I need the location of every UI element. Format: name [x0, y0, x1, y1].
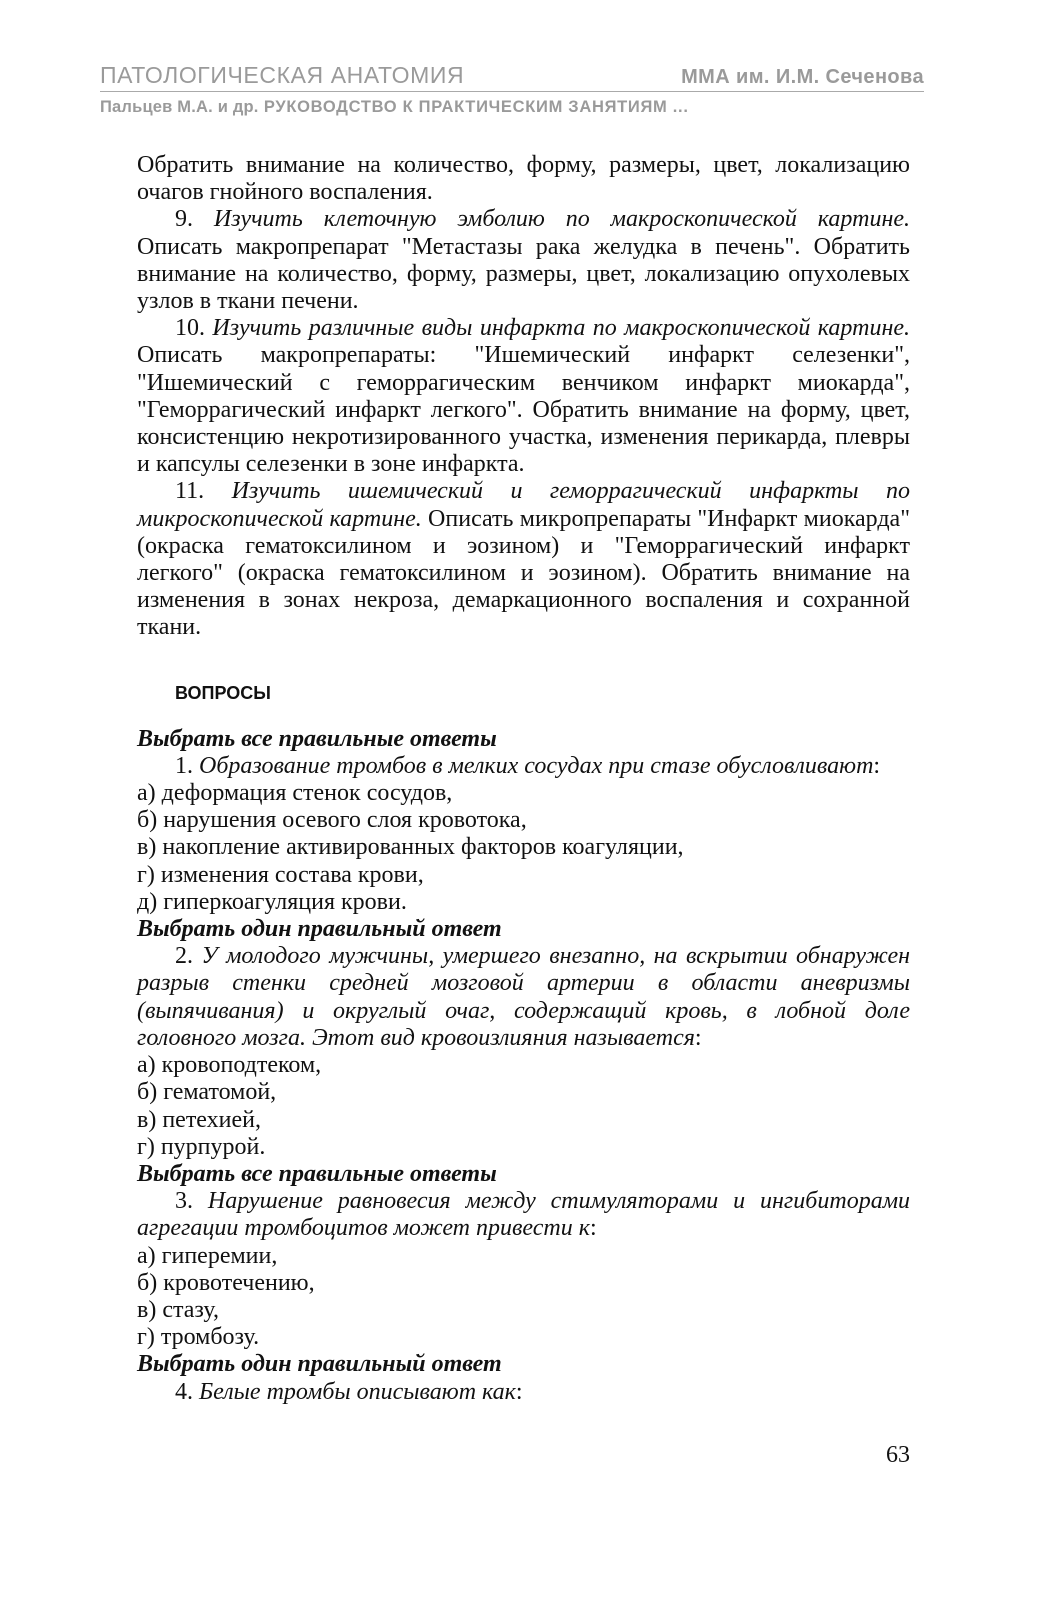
page-content — [137, 152, 910, 1406]
question-colon: : — [694, 1024, 702, 1051]
item-text: Описать микропрепараты "Инфаркт миокарда" (окраска гематоксилином и эозином) и "Геморрагический инфаркт легкого" (окраска гематоксилином и эозином). Обратить внимание на изменения в зонах некроза, демаркационного воспаления и сохранной ткани. — [137, 505, 910, 641]
item-number: 10. — [175, 315, 205, 342]
answer-option: б) нарушения осевого слоя кровотока, — [137, 807, 527, 834]
header-authors: Пальцев М.А. и др. — [100, 98, 259, 116]
answer-option: а) кровоподтеком, — [137, 1052, 322, 1079]
answer-option: в) петехией, — [137, 1106, 261, 1133]
question-instruction: Выбрать один правильный ответ — [137, 1351, 502, 1378]
running-header — [100, 62, 924, 117]
answer-option: б) гематомой, — [137, 1079, 277, 1106]
question-number: 4. — [175, 1378, 193, 1405]
header-top-row — [100, 62, 924, 92]
item-number: 9. — [175, 206, 193, 233]
section-heading-questions: ВОПРОСЫ — [175, 682, 271, 703]
question-1 — [137, 753, 910, 780]
question-colon: : — [873, 752, 881, 779]
header-institution: ММА им. И.М. Сеченова — [681, 66, 924, 88]
question-number: 2. — [175, 943, 193, 970]
answer-option: а) гиперемии, — [137, 1242, 278, 1269]
question-instruction: Выбрать все правильные ответы — [137, 725, 497, 752]
answer-option: г) тромбозу. — [137, 1324, 260, 1351]
question-colon: : — [515, 1378, 523, 1405]
item-number: 11. — [175, 478, 205, 505]
answer-option: д) гиперкоагуляция крови. — [137, 888, 407, 915]
paragraph-item-9 — [137, 206, 910, 315]
answer-option: б) кровотечению, — [137, 1269, 315, 1296]
answer-option: в) накопление активированных факторов коагуляции, — [137, 834, 684, 861]
question-text: Нарушение равновесия между стимуляторами и ингибиторами агрегации тромбоцитов может привести к — [137, 1188, 911, 1242]
answer-option: а) деформация стенок сосудов, — [137, 780, 453, 807]
question-text: Образование тромбов в мелких сосудах при стазе обусловливают — [199, 752, 874, 779]
paragraph-item-10 — [137, 315, 910, 478]
header-book-title: РУКОВОДСТВО К ПРАКТИЧЕСКИМ ЗАНЯТИЯМ ... — [263, 98, 689, 116]
question-instruction: Выбрать один правильный ответ — [137, 916, 502, 943]
question-number: 3. — [175, 1188, 193, 1215]
page-number: 63 — [886, 1442, 910, 1468]
question-instruction: Выбрать все правильные ответы — [137, 1160, 497, 1187]
item-text: Описать макропрепарат "Метастазы рака желудка в печень". Обратить внимание на количество, форму, размеры, цвет, локализацию опухолевых узлов в ткани печени. — [137, 233, 910, 315]
paragraph-item-11 — [137, 478, 910, 641]
header-subtitle — [100, 98, 924, 117]
question-2 — [137, 943, 910, 1052]
question-4 — [137, 1379, 910, 1406]
question-text: Белые тромбы описывают как — [199, 1378, 516, 1405]
answer-option: в) стазу, — [137, 1296, 219, 1323]
answer-option: г) пурпурой. — [137, 1133, 266, 1160]
answer-option: г) изменения состава крови, — [137, 861, 424, 888]
item-task: Изучить клеточную эмболию по макроскопической картине. — [213, 206, 911, 233]
question-number: 1. — [175, 752, 193, 779]
question-3 — [137, 1188, 910, 1242]
item-text: Описать макропрепараты: "Ишемический инфаркт селезенки", "Ишемический с геморрагическим венчиком инфаркт миокарда", "Геморрагический инфаркт легкого". Обратить внимание на форму, цвет, консистенцию некротизированного участка, изменения перикарда, плевры и капсулы селезенки в зоне инфаркта. — [137, 342, 910, 478]
question-text: У молодого мужчины, умершего внезапно, на вскрытии обнаружен разрыв стенки средней мозговой артерии в области аневризмы (выпячивания) и округлый очаг, содержащий кровь, в лобной доле головного мозга. Этот вид кровоизлияния называется — [137, 943, 911, 1051]
question-colon: : — [589, 1215, 597, 1242]
header-title: ПАТОЛОГИЧЕСКАЯ АНАТОМИЯ — [100, 62, 465, 88]
paragraph-intro: Обратить внимание на количество, форму, размеры, цвет, локализацию очагов гнойного воспаления. — [137, 152, 910, 206]
item-task: Изучить различные виды инфаркта по макроскопической картине. — [212, 315, 911, 342]
item-task: Изучить ишемический и геморрагический инфаркты по микроскопической картине. — [137, 478, 911, 532]
